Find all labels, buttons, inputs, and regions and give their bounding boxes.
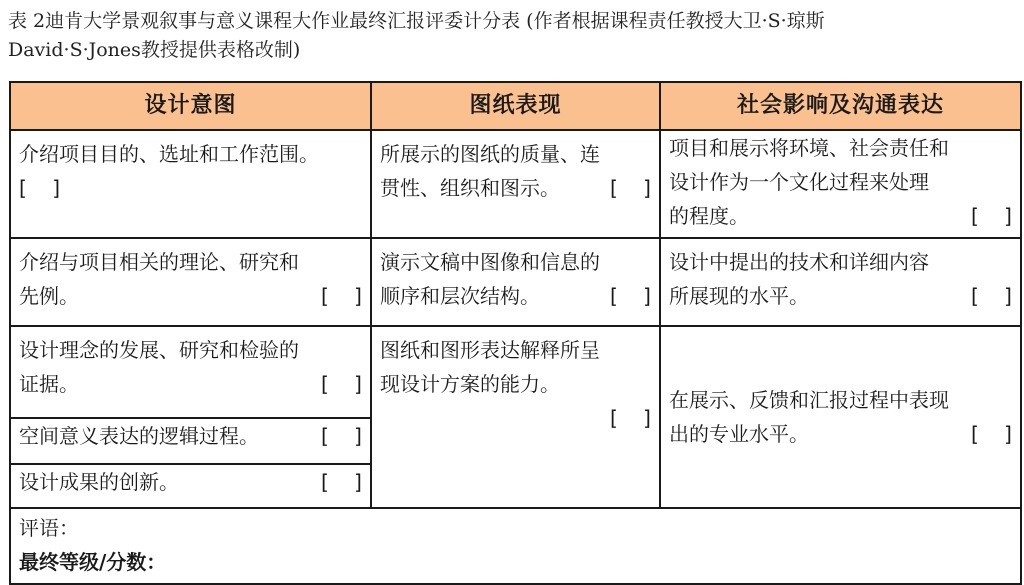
- criterion-text: 贯性、组织和图示。: [380, 176, 560, 200]
- criterion-text: 出的专业水平。: [669, 422, 809, 446]
- scoring-table: [9, 81, 1022, 585]
- score-bracket[interactable]: [ ]: [970, 284, 1012, 308]
- comment-label: 评语：: [19, 516, 79, 540]
- header-drawing: 图纸表现: [371, 82, 660, 130]
- table-caption: [8, 7, 1018, 65]
- final-grade-label: 最终等级/分数：: [19, 550, 167, 574]
- header-row: [10, 82, 1021, 130]
- criterion-text: 项目和展示将环境、社会责任和: [669, 136, 949, 160]
- score-bracket[interactable]: [ ]: [320, 470, 362, 494]
- criterion-text: 先例。: [19, 284, 79, 308]
- header-social-impact: 社会影响及沟通表达: [660, 82, 1021, 130]
- criterion-cell: [10, 464, 371, 508]
- score-bracket[interactable]: [ ]: [19, 176, 61, 200]
- criterion-cell: [371, 326, 660, 508]
- criterion-text: 演示文稿中图像和信息的: [380, 250, 600, 274]
- criterion-text: 设计理念的发展、研究和检验的: [19, 338, 299, 362]
- criterion-text: 的程度。: [669, 204, 749, 228]
- criterion-cell: [660, 238, 1021, 326]
- table-row: [10, 238, 1021, 326]
- caption-line-1: 表 2迪肯大学景观叙事与意义课程大作业最终汇报评委计分表 (作者根据课程责任教授大卫·S·琼斯: [8, 10, 825, 32]
- score-bracket[interactable]: [ ]: [970, 204, 1012, 228]
- comment-cell[interactable]: [10, 508, 1021, 584]
- criterion-text: 现设计方案的能力。: [380, 372, 560, 396]
- criterion-text: 设计中提出的技术和详细内容: [669, 250, 929, 274]
- criterion-cell: [660, 130, 1021, 238]
- score-bracket[interactable]: [ ]: [320, 424, 362, 448]
- criterion-text: 所展示的图纸的质量、连: [380, 142, 600, 166]
- score-bracket[interactable]: [ ]: [609, 284, 651, 308]
- score-bracket[interactable]: [ ]: [970, 422, 1012, 446]
- criterion-cell: [10, 418, 371, 464]
- criterion-text: 图纸和图形表达解释所呈: [380, 338, 600, 362]
- comment-row: [10, 508, 1021, 584]
- criterion-cell: [371, 130, 660, 238]
- score-bracket[interactable]: [ ]: [609, 176, 651, 200]
- criterion-text: 介绍与项目相关的理论、研究和: [19, 250, 299, 274]
- caption-line-2: David·S·Jones教授提供表格改制): [8, 39, 301, 61]
- score-bracket[interactable]: [ ]: [609, 406, 651, 430]
- criterion-text: 证据。: [19, 372, 79, 396]
- criterion-cell: [371, 238, 660, 326]
- criterion-text: 所展现的水平。: [669, 284, 809, 308]
- criterion-cell: [10, 326, 371, 418]
- score-bracket[interactable]: [ ]: [320, 372, 362, 396]
- score-bracket[interactable]: [ ]: [320, 284, 362, 308]
- table-row: [10, 326, 1021, 418]
- criterion-text: 设计作为一个文化过程来处理: [669, 170, 929, 194]
- criterion-cell: [10, 130, 371, 238]
- criterion-text: 设计成果的创新。: [19, 470, 179, 494]
- criterion-cell: [10, 238, 371, 326]
- criterion-text: 介绍项目目的、选址和工作范围。: [19, 142, 319, 166]
- criterion-text: 空间意义表达的逻辑过程。: [19, 424, 259, 448]
- criterion-cell: [660, 326, 1021, 508]
- table-row: [10, 130, 1021, 238]
- header-design-intent: 设计意图: [10, 82, 371, 130]
- criterion-text: 顺序和层次结构。: [380, 284, 540, 308]
- criterion-text: 在展示、反馈和汇报过程中表现: [669, 388, 949, 412]
